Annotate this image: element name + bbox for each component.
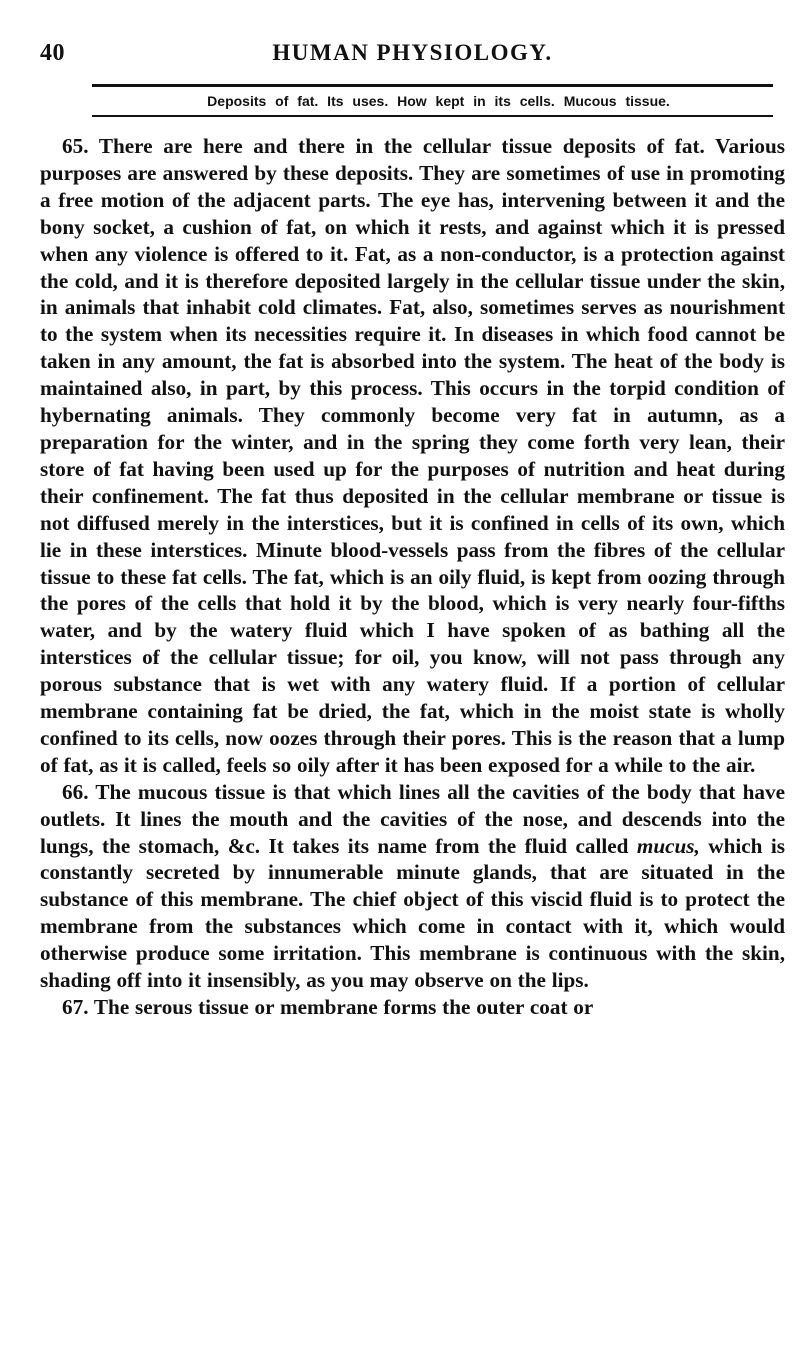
section-subhead: Deposits of fat. Its uses. How kept in its cells. Mucous tissue. — [207, 93, 670, 109]
paragraph-text: The mucous tissue is that which lines all the cavities of the body that have outlets. It lines the mouth and the cavities of the nose, and descends into the lungs, the stomach, &c. It takes its name from the fluid called — [40, 779, 785, 858]
paragraph-67 — [40, 994, 785, 1021]
page-number: 40 — [40, 40, 65, 66]
paragraph-text-continued: which is constantly secreted by innumerable minute glands, that are situated in the substance of this membrane. The chief object of this viscid fluid is to protect the membrane from the substances which come in contact with it, which would otherwise produce some irritation. This membrane is continuous with the skin, shading off into it insensibly, as you may observe on the lips. — [40, 833, 785, 993]
paragraph-text: There are here and there in the cellular tissue deposits of fat. Various purposes are answered by these deposits. They are sometimes of use in promoting a free motion of the adjacent parts. The eye has, intervening between it and the bony socket, a cushion of fat, on which it rests, and against which it is pressed when any violence is offered to it. Fat, as a non-conductor, is a protection against the cold, and it is therefore deposited largely in the cellular tissue under the skin, in animals that inhabit cold climates. Fat, also, sometimes serves as nourishment to the system when its necessities require it. In diseases in which food cannot be taken in any amount, the fat is absorbed into the system. The heat of the body is maintained also, in part, by this process. This occurs in the torpid condition of hybernating animals. They commonly become very fat in autumn, as a preparation for the winter, and in the spring they come forth very lean, their store of fat having been used up for the purposes of nutrition and heat during their confinement. The fat thus deposited in the cellular membrane or tissue is not diffused merely in the interstices, but it is confined in cells of its own, which lie in these interstices. Minute blood-vessels pass from the fibres of the cellular tissue to these fat cells. The fat, which is an oily fluid, is kept from oozing through the pores of the cells that hold it by the blood, which is very nearly four-fifths water, and by the watery fluid which I have spoken of as bathing all the interstices of the cellular tissue; for oil, you know, will not pass through any porous substance that is wet with any watery fluid. If a portion of cellular membrane containing fat be dried, the fat, which in the moist state is wholly confined to its cells, now oozes through their pores. This is the reason that a lump of fat, as it is called, feels so oily after it has been exposed for a while to the air. — [40, 134, 785, 777]
emphasized-term: mucus, — [636, 833, 700, 858]
paragraph-text: The serous tissue or membrane forms the outer coat or — [93, 995, 594, 1019]
running-title: HUMAN PHYSIOLOGY. — [272, 40, 553, 65]
paragraph-number: 66. — [62, 779, 89, 804]
paragraph-65 — [40, 133, 785, 779]
paragraph-number: 65. — [62, 134, 89, 158]
paragraph-66 — [40, 779, 785, 994]
body-text — [40, 133, 785, 1021]
header-rule-bottom — [92, 115, 773, 117]
page-header — [40, 40, 785, 84]
paragraph-number: 67. — [62, 995, 89, 1019]
book-page — [40, 40, 785, 1021]
